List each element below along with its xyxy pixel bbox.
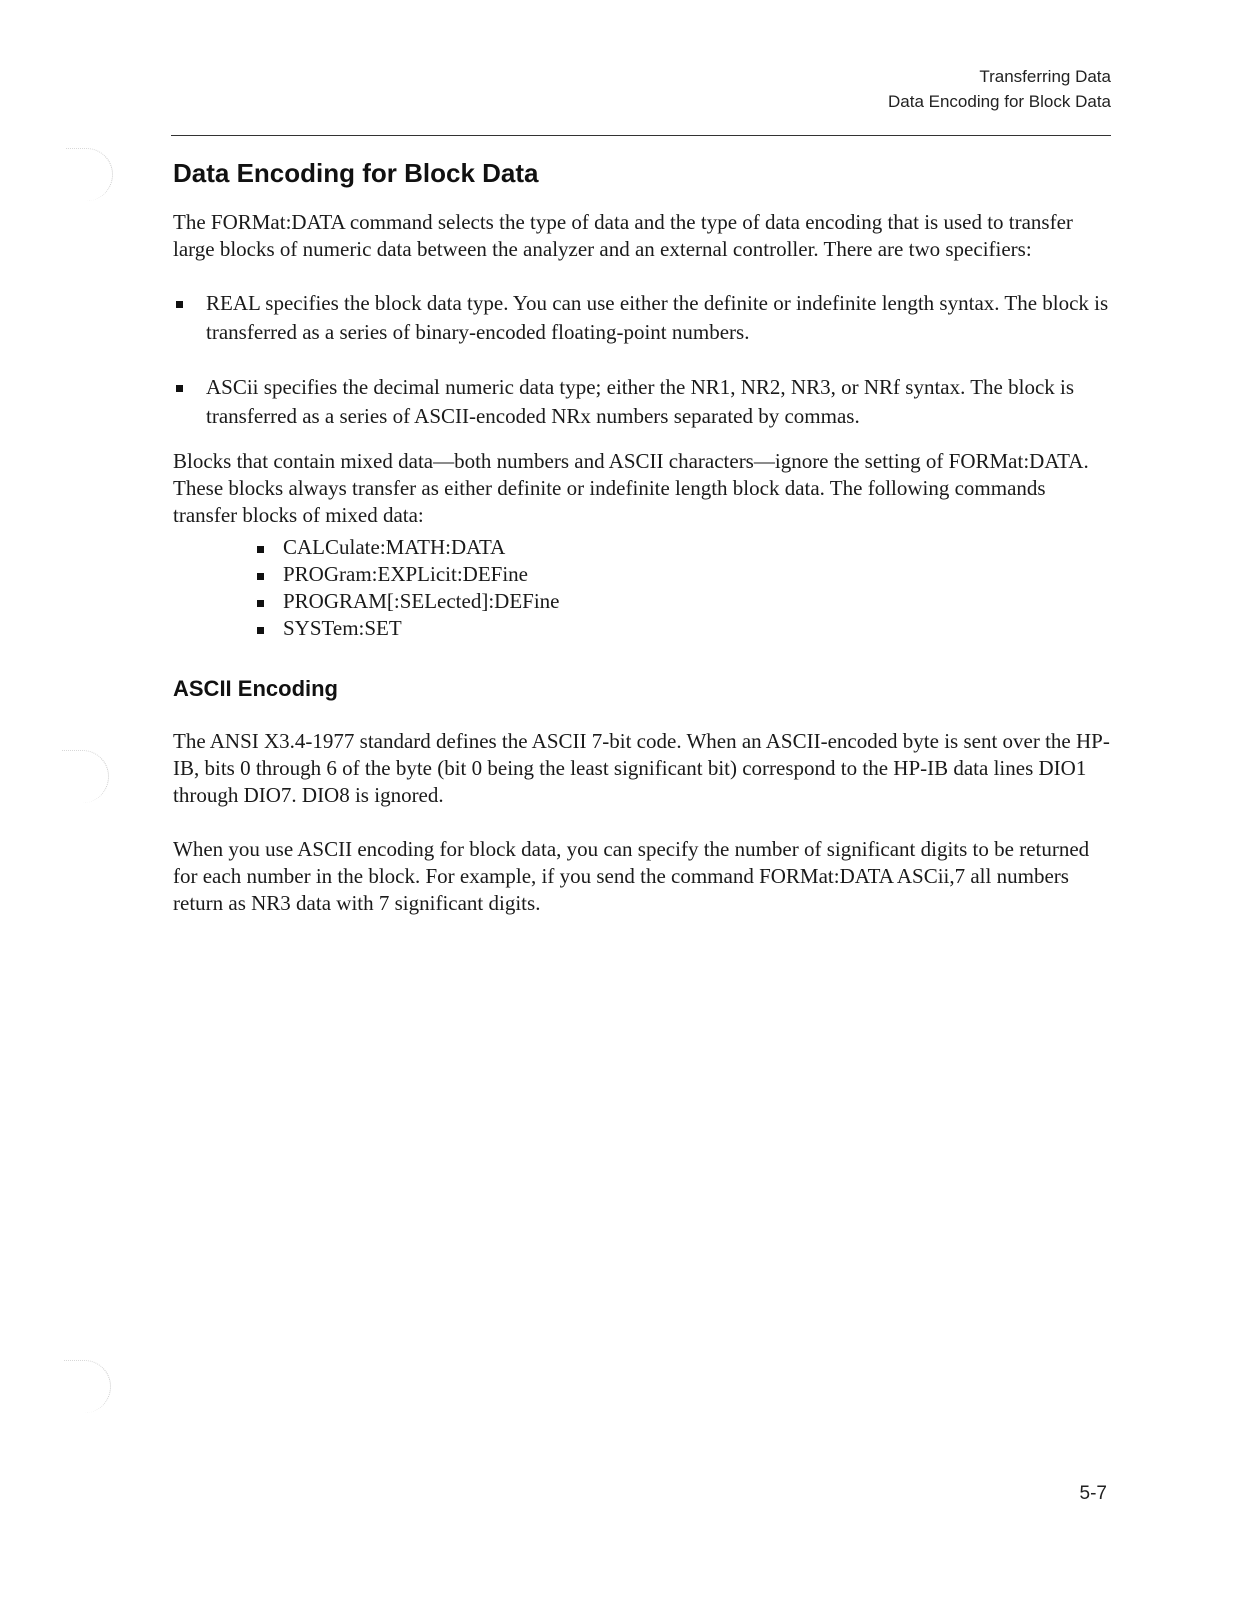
bullet-square-icon [176,301,183,308]
running-header [888,64,1111,114]
list-item [256,615,1113,642]
bullet-square-icon [257,546,264,553]
command-name: CALCulate:MATH:DATA [283,535,506,559]
mixed-data-paragraph: Blocks that contain mixed data—both numbers and ASCII characters—ignore the setting of FORMat:DATA. These blocks always transfer as either definite or indefinite length block data. The following commands transfer blocks of mixed data: [173,449,1089,527]
header-rule [171,135,1111,136]
page-body [173,155,1113,917]
bullet-square-icon [257,600,264,607]
page-number: 5-7 [1079,1483,1107,1504]
list-item [256,588,1113,615]
bullet-square-icon [257,627,264,634]
punch-hole-mark-bottom [64,1360,111,1413]
specifier-text: ASCii specifies the decimal numeric data type; either the NR1, NR2, NR3, or NRf syntax. The block is transferred as a series of ASCII-encoded NRx numbers separated by commas. [206,375,1075,428]
punch-hole-mark-middle [62,750,109,803]
list-item [173,373,1113,431]
list-item [256,534,1113,561]
specifier-list [173,289,1113,431]
running-header-chapter: Transferring Data [979,67,1111,86]
command-name: PROGram:EXPLicit:DEFine [283,562,528,586]
running-header-section: Data Encoding for Block Data [887,92,1111,111]
punch-hole-mark-top [66,148,113,201]
page-title: Data Encoding for Block Data [173,158,539,188]
bullet-square-icon [176,385,183,392]
ascii-paragraph-1: The ANSI X3.4-1977 standard defines the ASCII 7-bit code. When an ASCII-encoded byte is sent over the HP-IB, bits 0 through 6 of the byte (bit 0 being the least significant bit) correspond to the HP-IB data lines DIO1 through DIO7. DIO8 is ignored. [173,729,1110,807]
ascii-encoding-heading: ASCII Encoding [173,676,338,701]
bullet-square-icon [257,573,264,580]
mixed-command-list [173,534,1113,642]
command-name: PROGRAM[:SELected]:DEFine [283,589,560,613]
intro-paragraph: The FORMat:DATA command selects the type of data and the type of data encoding that is used to transfer large blocks of numeric data between the analyzer and an external controller. There are two specifiers: [173,210,1073,261]
ascii-paragraph-2: When you use ASCII encoding for block data, you can specify the number of significant digits to be returned for each number in the block. For example, if you send the command FORMat:DATA ASCii,7 all numbers return as NR3 data with 7 significant digits. [173,837,1090,915]
specifier-text: REAL specifies the block data type. You can use either the definite or indefinite length syntax. The block is transferred as a series of binary-encoded floating-point numbers. [206,291,1109,344]
list-item [173,289,1113,347]
list-item [256,561,1113,588]
command-name: SYSTem:SET [283,616,402,640]
